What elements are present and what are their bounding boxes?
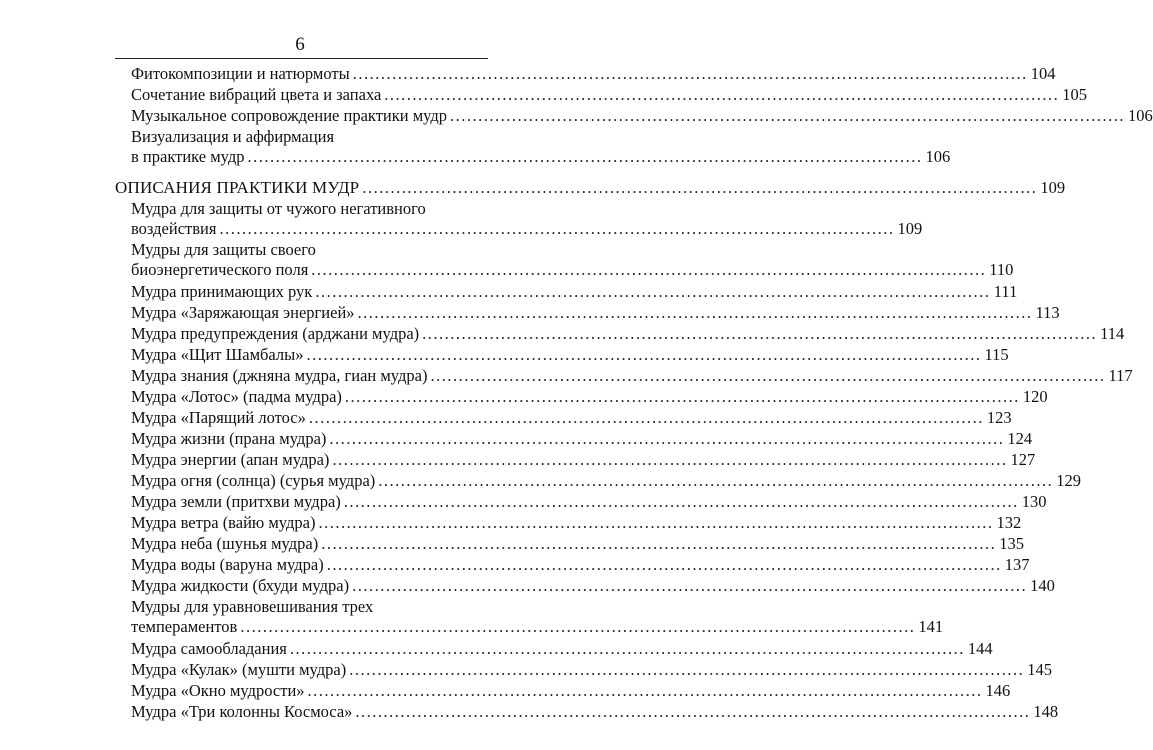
toc-entry-title: Мудра воды (варуна мудра) bbox=[131, 555, 324, 574]
toc-entry-title: Мудра принимающих рук bbox=[131, 282, 313, 301]
toc-chapter-title: ОПИСАНИЯ ПРАКТИКИ МУДР bbox=[115, 178, 360, 197]
leader-dots: ........................................................................................................................ bbox=[422, 324, 1098, 343]
toc-entry-title: Музыкальное сопровождение практики мудр bbox=[131, 106, 447, 125]
toc-entry-title: Сочетание вибраций цвета и запаха bbox=[131, 85, 382, 104]
toc-entry-title: Мудра «Заряжающая энергией» bbox=[131, 303, 355, 322]
leader-dots: ........................................................................................................................ bbox=[307, 681, 983, 700]
toc-entry[interactable] bbox=[131, 513, 1022, 533]
leader-dots: ........................................................................................................................ bbox=[352, 576, 1028, 595]
toc-entry[interactable] bbox=[131, 555, 1030, 575]
toc-entry[interactable] bbox=[131, 660, 1052, 680]
toc-entry-title: Мудра энергии (апан мудра) bbox=[131, 450, 330, 469]
toc-entry-title-line1: Мудры для защиты своего bbox=[131, 240, 316, 259]
leader-dots: ........................................................................................................................ bbox=[357, 303, 1033, 322]
toc-entry-title: Мудра «Щит Шамбалы» bbox=[131, 345, 304, 364]
leader-dots: ........................................................................................................................ bbox=[362, 178, 1038, 197]
leader-dots: ........................................................................................................................ bbox=[378, 471, 1054, 490]
toc-entry[interactable] bbox=[131, 534, 1024, 554]
leader-dots: ........................................................................................................................ bbox=[306, 345, 982, 364]
toc-entry-page: 111 bbox=[993, 282, 1018, 301]
leader-dots: ........................................................................................................................ bbox=[332, 450, 1008, 469]
toc-entry-title: Мудра жидкости (бхуди мудра) bbox=[131, 576, 350, 595]
toc-entry-title: Мудра «Окно мудрости» bbox=[131, 681, 305, 700]
leader-dots: ........................................................................................................................ bbox=[289, 639, 965, 658]
leader-dots: ........................................................................................................................ bbox=[308, 408, 984, 427]
toc-entry-page: 132 bbox=[996, 513, 1022, 532]
toc-entry-page: 129 bbox=[1056, 471, 1082, 490]
toc-entry-title: Мудра земли (притхви мудра) bbox=[131, 492, 341, 511]
toc-entry-page: 130 bbox=[1021, 492, 1047, 511]
toc-entry-page: 123 bbox=[986, 408, 1012, 427]
toc-entry-page: 141 bbox=[918, 617, 944, 636]
toc-entry-page: 106 bbox=[1128, 106, 1153, 125]
toc-entry-page: 105 bbox=[1062, 85, 1088, 104]
toc-entry-page: 148 bbox=[1033, 702, 1059, 721]
toc-entry-title: Мудра неба (шунья мудра) bbox=[131, 534, 319, 553]
toc-entry-title-line2: темпераментов bbox=[131, 617, 238, 636]
leader-dots: ........................................................................................................................ bbox=[326, 555, 1002, 574]
toc-entry-title: Мудра «Парящий лотос» bbox=[131, 408, 306, 427]
toc-entry-title-line1: Мудры для уравновешивания трех bbox=[131, 597, 374, 616]
toc-entry-title: Мудра «Лотос» (падма мудра) bbox=[131, 387, 342, 406]
toc-entry-page: 113 bbox=[1035, 303, 1060, 322]
toc-entry[interactable] bbox=[131, 639, 993, 659]
toc-entry[interactable] bbox=[131, 282, 1018, 302]
toc-entry-page: 109 bbox=[897, 219, 923, 238]
leader-dots: ........................................................................................................................ bbox=[384, 85, 1060, 104]
toc-entry-page: 124 bbox=[1007, 429, 1033, 448]
toc-entry-title-line2: в практике мудр bbox=[131, 147, 245, 166]
toc-entry[interactable] bbox=[131, 85, 1088, 105]
leader-dots: ........................................................................................................................ bbox=[450, 106, 1125, 125]
leader-dots: ........................................................................................................................ bbox=[355, 702, 1031, 721]
toc-entry-page: 144 bbox=[967, 639, 993, 658]
toc-entry-page: 109 bbox=[1040, 178, 1066, 197]
leader-dots: ........................................................................................................................ bbox=[349, 660, 1025, 679]
toc-entry-title: Мудра жизни (прана мудра) bbox=[131, 429, 327, 448]
toc-entry[interactable] bbox=[131, 681, 1011, 701]
toc-entry[interactable] bbox=[131, 303, 1060, 323]
leader-dots: ........................................................................................................................ bbox=[321, 534, 997, 553]
toc-chapter-heading[interactable] bbox=[115, 178, 1066, 198]
toc-entry[interactable] bbox=[131, 387, 1048, 407]
leader-dots: ........................................................................................................................ bbox=[219, 219, 895, 238]
toc-entry[interactable] bbox=[131, 366, 1133, 386]
toc-entry-title-line1: Мудра для защиты от чужого негативного bbox=[131, 199, 426, 218]
toc-entry-title: Мудра огня (солнца) (сурья мудра) bbox=[131, 471, 376, 490]
toc-entry-page: 115 bbox=[984, 345, 1009, 364]
leader-dots: ........................................................................................................................ bbox=[343, 492, 1019, 511]
toc-entry-title: Мудра «Три колонны Космоса» bbox=[131, 702, 353, 721]
toc-entry[interactable] bbox=[131, 597, 944, 637]
leader-dots: ........................................................................................................................ bbox=[352, 64, 1028, 83]
toc-entry-page: 104 bbox=[1030, 64, 1056, 83]
toc-entry[interactable] bbox=[131, 429, 1033, 449]
toc-entry-title: Мудра предупреждения (арджани мудра) bbox=[131, 324, 420, 343]
toc-entry[interactable] bbox=[131, 450, 1036, 470]
toc-entry[interactable] bbox=[131, 576, 1055, 596]
toc-entry[interactable] bbox=[131, 324, 1125, 344]
leader-dots: ........................................................................................................................ bbox=[311, 260, 987, 279]
toc-entry[interactable] bbox=[131, 702, 1059, 722]
leader-dots: ........................................................................................................................ bbox=[247, 147, 923, 166]
toc-entry-page: 117 bbox=[1108, 366, 1133, 385]
toc-entry-page: 110 bbox=[989, 260, 1014, 279]
toc-entry-page: 127 bbox=[1010, 450, 1036, 469]
toc-entry-page: 114 bbox=[1100, 324, 1125, 343]
toc-entry-page: 106 bbox=[925, 147, 951, 166]
leader-dots: ........................................................................................................................ bbox=[344, 387, 1020, 406]
toc-entry-page: 146 bbox=[985, 681, 1011, 700]
toc-entry[interactable] bbox=[131, 240, 1014, 280]
toc-entry[interactable] bbox=[131, 127, 951, 167]
toc-entry-page: 135 bbox=[999, 534, 1024, 553]
toc-entry-title-line2: воздействия bbox=[131, 219, 217, 238]
toc-entry-page: 120 bbox=[1022, 387, 1048, 406]
toc-entry[interactable] bbox=[131, 345, 1009, 365]
header-rule bbox=[115, 58, 488, 59]
leader-dots: ........................................................................................................................ bbox=[315, 282, 991, 301]
toc-entry[interactable] bbox=[131, 471, 1082, 491]
toc-entry[interactable] bbox=[131, 64, 1056, 84]
toc-entry-title: Мудра ветра (вайю мудра) bbox=[131, 513, 316, 532]
leader-dots: ........................................................................................................................ bbox=[430, 366, 1106, 385]
toc-entry-title: Мудра самообладания bbox=[131, 639, 287, 658]
page-number: 6 bbox=[295, 34, 305, 55]
toc-entry-title: Мудра «Кулак» (мушти мудра) bbox=[131, 660, 347, 679]
toc-entry-title-line2: биоэнергетического поля bbox=[131, 260, 309, 279]
toc-entry-page: 137 bbox=[1004, 555, 1030, 574]
leader-dots: ........................................................................................................................ bbox=[329, 429, 1005, 448]
toc-entry[interactable] bbox=[131, 492, 1047, 512]
toc-entry-page: 140 bbox=[1030, 576, 1055, 595]
toc-entry-title: Фитокомпозиции и натюрмоты bbox=[131, 64, 350, 83]
toc-entry-title: Мудра знания (джняна мудра, гиан мудра) bbox=[131, 366, 428, 385]
leader-dots: ........................................................................................................................ bbox=[240, 617, 916, 636]
toc-entry-page: 145 bbox=[1027, 660, 1052, 679]
toc-entry[interactable] bbox=[131, 199, 923, 239]
leader-dots: ........................................................................................................................ bbox=[318, 513, 994, 532]
toc-entry-title-line1: Визуализация и аффирмация bbox=[131, 127, 335, 146]
toc-entry[interactable] bbox=[131, 408, 1012, 428]
toc-entry[interactable] bbox=[131, 106, 1153, 126]
